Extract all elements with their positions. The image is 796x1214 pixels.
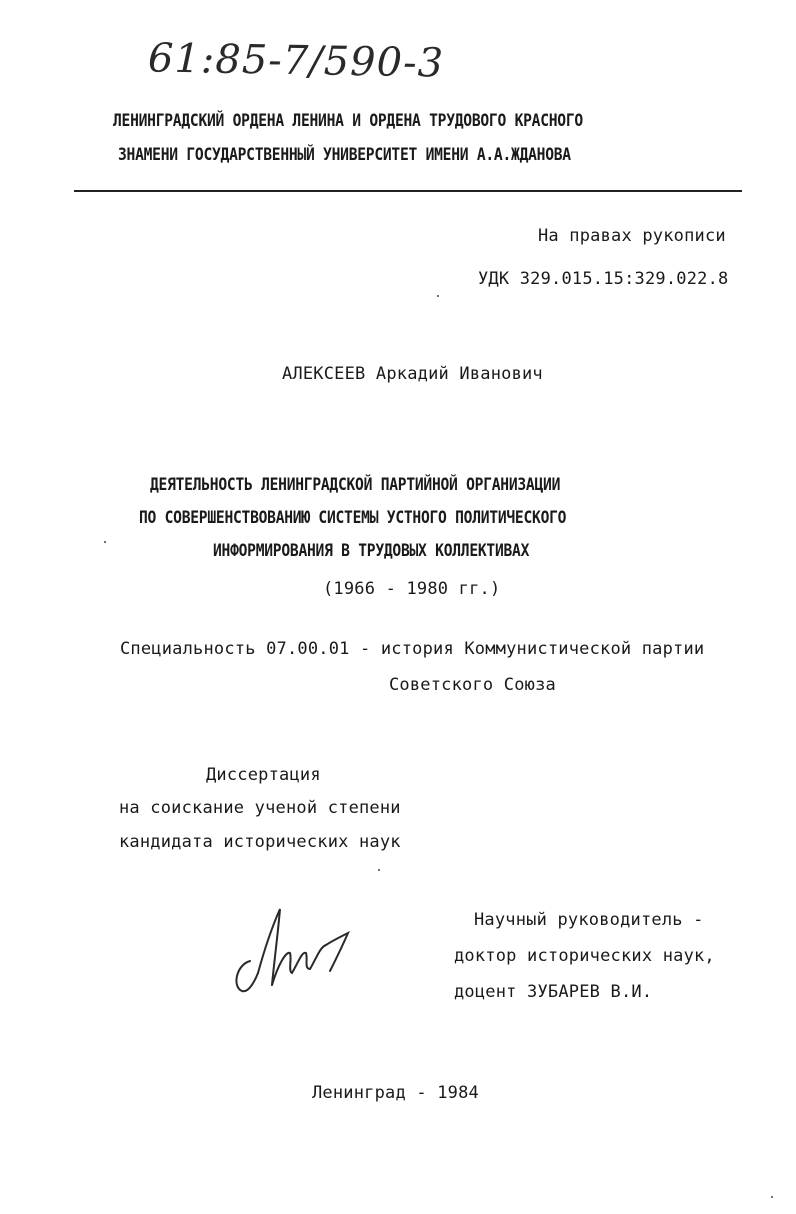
supervisor-line3: доцент ЗУБАРЕВ В.И. (454, 982, 653, 1002)
specialty-line2: Советского Союза (389, 675, 556, 695)
rights-note: На правах рукописи (538, 226, 726, 246)
dissertation-line1: Диссертация (206, 765, 321, 785)
university-name-line1: ЛЕНИНГРАДСКИЙ ОРДЕНА ЛЕНИНА И ОРДЕНА ТРУДОВОГО КРАСНОГО (113, 111, 583, 131)
title-line1: ДЕЯТЕЛЬНОСТЬ ЛЕНИНГРАДСКОЙ ПАРТИЙНОЙ ОРГАНИЗАЦИИ (150, 475, 561, 495)
supervisor-line2: доктор исторических наук, (454, 946, 715, 966)
dissertation-line2: на соискание ученой степени (119, 798, 401, 818)
dissertation-line3: кандидата исторических наук (119, 832, 401, 852)
university-name-line2: ЗНАМЕНИ ГОСУДАРСТВЕННЫЙ УНИВЕРСИТЕТ ИМЕНИ А.А.ЖДАНОВА (118, 145, 571, 165)
author-signature (228, 903, 358, 995)
title-line2: ПО СОВЕРШЕНСТВОВАНИЮ СИСТЕМЫ УСТНОГО ПОЛИТИЧЕСКОГО (139, 508, 567, 528)
scan-speck (104, 541, 106, 543)
scan-speck (771, 1196, 773, 1198)
udk-code: УДК 329.015.15:329.022.8 (478, 269, 729, 289)
archive-code-handwritten: 61:85-7/590-3 (147, 35, 445, 87)
supervisor-line1: Научный руководитель - (474, 910, 704, 930)
author-name: АЛЕКСЕЕВ Аркадий Иванович (282, 364, 543, 384)
city-year: Ленинград - 1984 (312, 1083, 479, 1103)
scan-speck (378, 869, 380, 871)
specialty-line1: Специальность 07.00.01 - история Коммунистической партии (120, 639, 705, 659)
scan-speck (437, 295, 439, 297)
title-line3: ИНФОРМИРОВАНИЯ В ТРУДОВЫХ КОЛЛЕКТИВАХ (213, 541, 530, 561)
header-divider (74, 190, 742, 192)
title-years: (1966 - 1980 гг.) (323, 579, 501, 599)
